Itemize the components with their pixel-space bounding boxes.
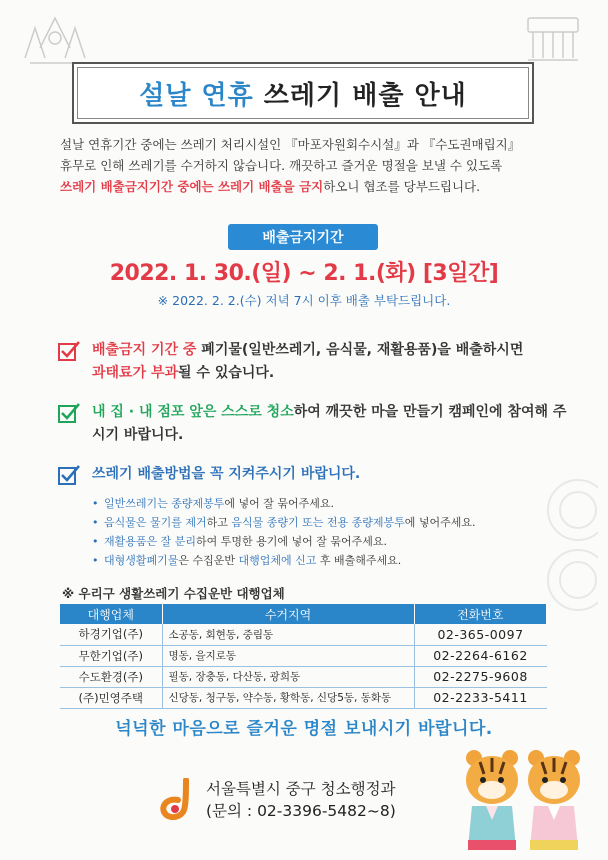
office-info xyxy=(206,778,396,822)
method-rest: 에 넣어 잘 묶어주세요. xyxy=(224,497,335,510)
table-row xyxy=(60,687,547,708)
table-row xyxy=(60,666,547,687)
vendor-area: 신당동, 청구동, 약수동, 황학동, 신당5동, 동화동 xyxy=(162,687,414,708)
title-rest: 쓰레기 배출 안내 xyxy=(263,80,467,111)
column-header-vendor: 대행업체 xyxy=(60,604,162,624)
notice-fine-text xyxy=(92,339,576,385)
corner-ornament-right-icon xyxy=(518,8,588,68)
notice-fine-rest: 될 수 있습니다. xyxy=(178,365,275,381)
notice-cleaning-highlight: 내 집 · 내 점포 앞은 스스로 청소 xyxy=(92,404,294,420)
column-header-area: 수거지역 xyxy=(162,604,414,624)
notice-fine xyxy=(56,339,576,385)
intro-line-3-rest: 하오니 협조를 당부드립니다. xyxy=(323,179,481,194)
vendor-name: (주)민영주택 xyxy=(60,687,162,708)
disposal-methods-list xyxy=(92,494,572,570)
method-mid: 하고 xyxy=(206,516,232,529)
vendor-phone: 02-365-0097 xyxy=(414,624,547,645)
vendor-phone: 02-2275-9608 xyxy=(414,666,547,687)
method-highlight: 일반쓰레기는 종량제봉투 xyxy=(104,497,225,510)
method-rest: 에 넣어주세요. xyxy=(404,516,476,529)
tiger-mascot-icon xyxy=(522,748,586,852)
vendor-area: 필동, 장충동, 다산동, 광희동 xyxy=(162,666,414,687)
closing-message: 넉넉한 마음으로 즐거운 명절 보내시기 바랍니다. xyxy=(115,719,493,739)
vendor-phone: 02-2264-6162 xyxy=(414,645,547,666)
office-name: 서울특별시 중구 청소행정과 xyxy=(206,780,396,798)
notice-cleaning xyxy=(56,401,576,447)
checkbox-red-icon xyxy=(58,341,80,361)
notice-cleaning-text xyxy=(92,401,576,447)
method-highlight: 재활용품은 잘 분리 xyxy=(104,535,197,548)
office-contact: (문의 : 02-3396-5482~8) xyxy=(206,802,396,820)
notice-cleaning-rest: 하여 깨끗한 마을 만들기 캠페인에 참여해 주시기 바랍니다. xyxy=(92,404,567,443)
notice-methods-text: 쓰레기 배출방법을 꼭 지켜주시기 바랍니다. xyxy=(92,466,361,482)
page-title xyxy=(72,62,534,124)
intro-line-3-emphasis: 쓰레기 배출금지기간 중에는 쓰레기 배출을 금지 xyxy=(60,179,324,194)
notice-fine-highlight: 배출금지 기간 중 xyxy=(92,342,197,358)
notice-methods xyxy=(56,463,576,486)
notice-fine-mid: 폐기물(일반쓰레기, 음식물, 재활용품)을 배출하시면 xyxy=(196,342,524,358)
vendor-table-title: ※ 우리구 생활쓰레기 수집운반 대행업체 xyxy=(62,586,285,601)
intro-line-2: 휴무로 인해 쓰레기를 수거하지 않습니다. 깨끗하고 즐거운 명절을 보낼 수 있도록 xyxy=(60,158,503,173)
list-item xyxy=(92,494,572,513)
vendor-phone: 02-2233-5411 xyxy=(414,687,547,708)
corner-ornament-left-icon xyxy=(20,8,90,68)
ban-period-badge: 배출금지기간 xyxy=(228,224,378,250)
method-highlight: 대형생활폐기물 xyxy=(104,554,179,567)
tiger-mascot-icon xyxy=(460,748,524,852)
column-header-phone: 전화번호 xyxy=(414,604,547,624)
table-row xyxy=(60,624,547,645)
method-highlight-2: 대행업체에 신고 xyxy=(238,554,317,567)
method-highlight-2: 음식물 종량기 또는 전용 종량제봉투 xyxy=(231,516,405,529)
vendor-name: 하경기업(주) xyxy=(60,624,162,645)
vendor-area: 소공동, 회현동, 중림동 xyxy=(162,624,414,645)
method-highlight: 음식물은 물기를 제거 xyxy=(104,516,207,529)
vendor-name: 무한기업(주) xyxy=(60,645,162,666)
intro-line-3 xyxy=(60,176,560,197)
method-mid: 은 수집운반 xyxy=(178,554,239,567)
title-highlight: 설날 연휴 xyxy=(139,80,254,111)
ban-period-dates: 2022. 1. 30.(일) ~ 2. 1.(화) [3일간] xyxy=(109,261,499,286)
vendor-area: 명동, 을지로동 xyxy=(162,645,414,666)
method-rest: 후 배출해주세요. xyxy=(316,554,402,567)
checkbox-green-icon xyxy=(58,403,80,423)
ban-period-note: ※ 2022. 2. 2.(수) 저녁 7시 이후 배출 부탁드립니다. xyxy=(157,293,451,308)
method-rest: 하여 투명한 용기에 넣어 잘 묶어주세요. xyxy=(196,535,388,548)
table-header-row xyxy=(60,604,547,624)
intro-line-1: 설날 연휴기간 중에는 쓰레기 처리시설인 『마포자원회수시설』과 『수도권매립지』 xyxy=(60,137,521,152)
intro-paragraph xyxy=(60,134,560,197)
notice-fine-highlight-2: 과태료가 부과 xyxy=(92,365,179,381)
district-logo-icon xyxy=(160,778,196,820)
list-item xyxy=(92,551,572,570)
vendor-name: 수도환경(주) xyxy=(60,666,162,687)
list-item xyxy=(92,513,572,532)
checkbox-blue-icon xyxy=(58,465,80,485)
list-item xyxy=(92,532,572,551)
vendor-table xyxy=(60,604,547,709)
table-row xyxy=(60,645,547,666)
